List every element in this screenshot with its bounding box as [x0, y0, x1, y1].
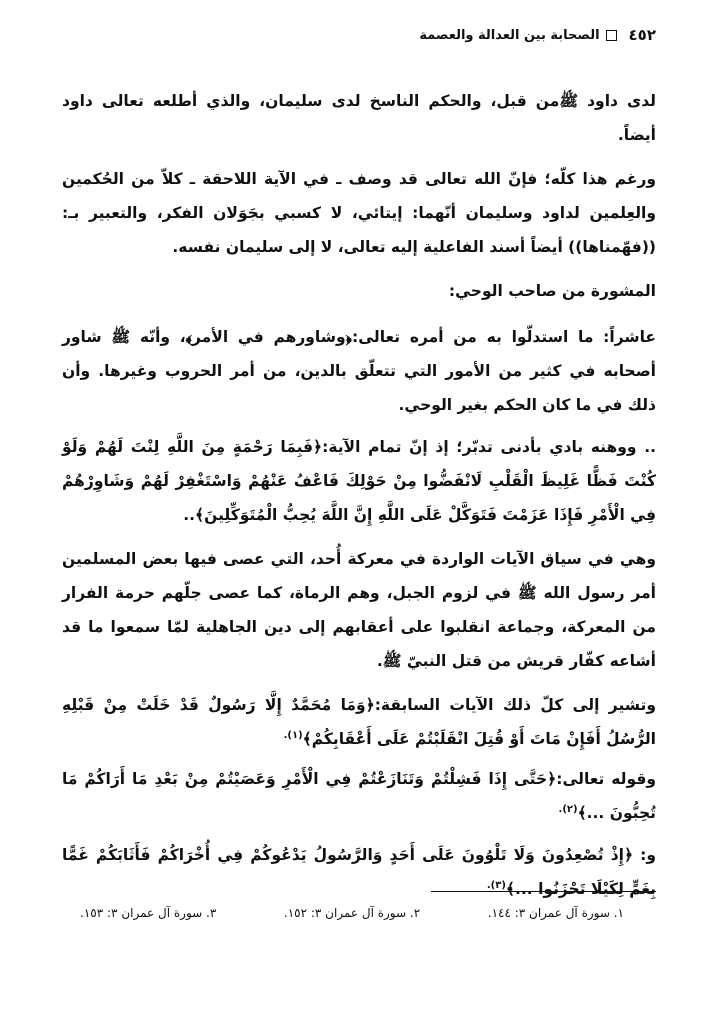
square-ornament-icon — [606, 30, 617, 41]
paragraph-9 — [62, 838, 656, 906]
paragraph-1: لدى داود ﷺمن قبل، والحكم الناسخ لدى سليمان، والذي أطلعه تعالى داود أيضاً. — [62, 92, 656, 144]
footnote-divider — [431, 891, 656, 892]
running-header — [60, 24, 656, 46]
paragraph-5: .. ووهنه بادي بأدنى تدبّر؛ إذ إنّ تمام الآية:﴿فَبِمَا رَحْمَةٍ مِنَ اللَّهِ لِنْتَ لَهُمْ وَلَوْ كُنْتَ فَظًّا غَلِيظَ الْقَلْبِ لَانْفَضُّوا مِنْ حَوْلِكَ فَاعْفُ عَنْهُمْ وَاسْتَغْفِرْ لَهُمْ وَشَاوِرْهُمْ فِي الْأَمْرِ فَإِذَا عَزَمْتَ فَتَوَكَّلْ عَلَى اللَّهِ إِنَّ اللَّهَ يُحِبُّ الْمُتَوَكِّلِينَ﴾.. — [62, 438, 656, 524]
footnote-3: ٣. سورة آل عمران ٣: ١٥٣. — [80, 906, 217, 920]
running-title: الصحابة بين العدالة والعصمة — [419, 27, 600, 43]
footnotes — [80, 906, 624, 920]
footnote-ref-3: (٣). — [486, 879, 506, 891]
footnote-1: ١. سورة آل عمران ٣: ١٤٤. — [487, 906, 624, 920]
paragraph-2: ورغم هذا كلّه؛ فإنّ الله تعالى قد وصف ـ في الآية اللاحقة ـ كلاّ من الحُكمين والعِلمين لداود وسليمان أنّهما: إيتائي، لا كسبي بجَوَلان الفكر، والتعبير بـ: ((فهّمناها)) أيضاً أسند الفاعلية إليه تعالى، لا إلى سليمان نفسه. — [62, 170, 656, 256]
footnote-ref-2: (٢). — [558, 803, 578, 815]
paragraph-8 — [62, 762, 656, 830]
paragraph-8-text: وقوله تعالى:﴿حَتَّى إِذَا فَشِلْتُمْ وَتَنَازَعْتُمْ فِي الْأَمْرِ وَعَصَيْتُمْ مِنْ بَعْدِ مَا أَرَاكُمْ مَا تُحِبُّونَ ...﴾ — [62, 770, 656, 822]
footnote-2: ٢. سورة آل عمران ٣: ١٥٢. — [283, 906, 421, 920]
paragraph-6: وهي في سياق الآيات الواردة في معركة أُحد، التي عصى فيها بعض المسلمين أمر رسول الله ﷺ في لزوم الجبل، وهم الرماة، كما عصى جلّهم حرمة الفرار من المعركة، وجماعة انقلبوا على أعقابهم إلى دين الجاهلية لمّا سمعوا ما قد أشاعه كفّار قريش من قتل النبيّ ﷺ. — [62, 550, 656, 670]
footnote-ref-1: (١). — [283, 729, 303, 741]
page-body — [62, 84, 656, 914]
paragraph-9-text: و: ﴿إِذْ تُصْعِدُونَ وَلَا تَلْوُونَ عَلَى أَحَدٍ وَالرَّسُولُ يَدْعُوكُمْ فِي أُخْرَاكُمْ فَأَثَابَكُمْ غَمًّا بِغَمٍّ لِكَيْلَا تَحْزَنُوا ...﴾ — [62, 846, 656, 898]
paragraph-7 — [62, 688, 656, 756]
paragraph-4: عاشراً: ما استدلّوا به من أمره تعالى:﴿وشاورهم في الأمر﴾، وأنّه ﷺ شاور أصحابه في كثير من الأمور التي تتعلّق بالدين، من أمر الحروب وغيرها. وأن ذلك في ما كان الحكم بغير الوحي. — [62, 328, 656, 414]
page-number: ٤٥٢ — [628, 26, 656, 44]
paragraph-7-text: وتشير إلى كلّ ذلك الآيات السابقة:﴿وَمَا مُحَمَّدٌ إِلَّا رَسُولٌ قَدْ خَلَتْ مِنْ قَبْلِهِ الرُّسُلُ أَفَإِنْ مَاتَ أَوْ قُتِلَ انْقَلَبْتُمْ عَلَى أَعْقَابِكُمْ﴾ — [62, 696, 656, 748]
section-heading: المشورة من صاحب الوحي: — [448, 282, 656, 300]
